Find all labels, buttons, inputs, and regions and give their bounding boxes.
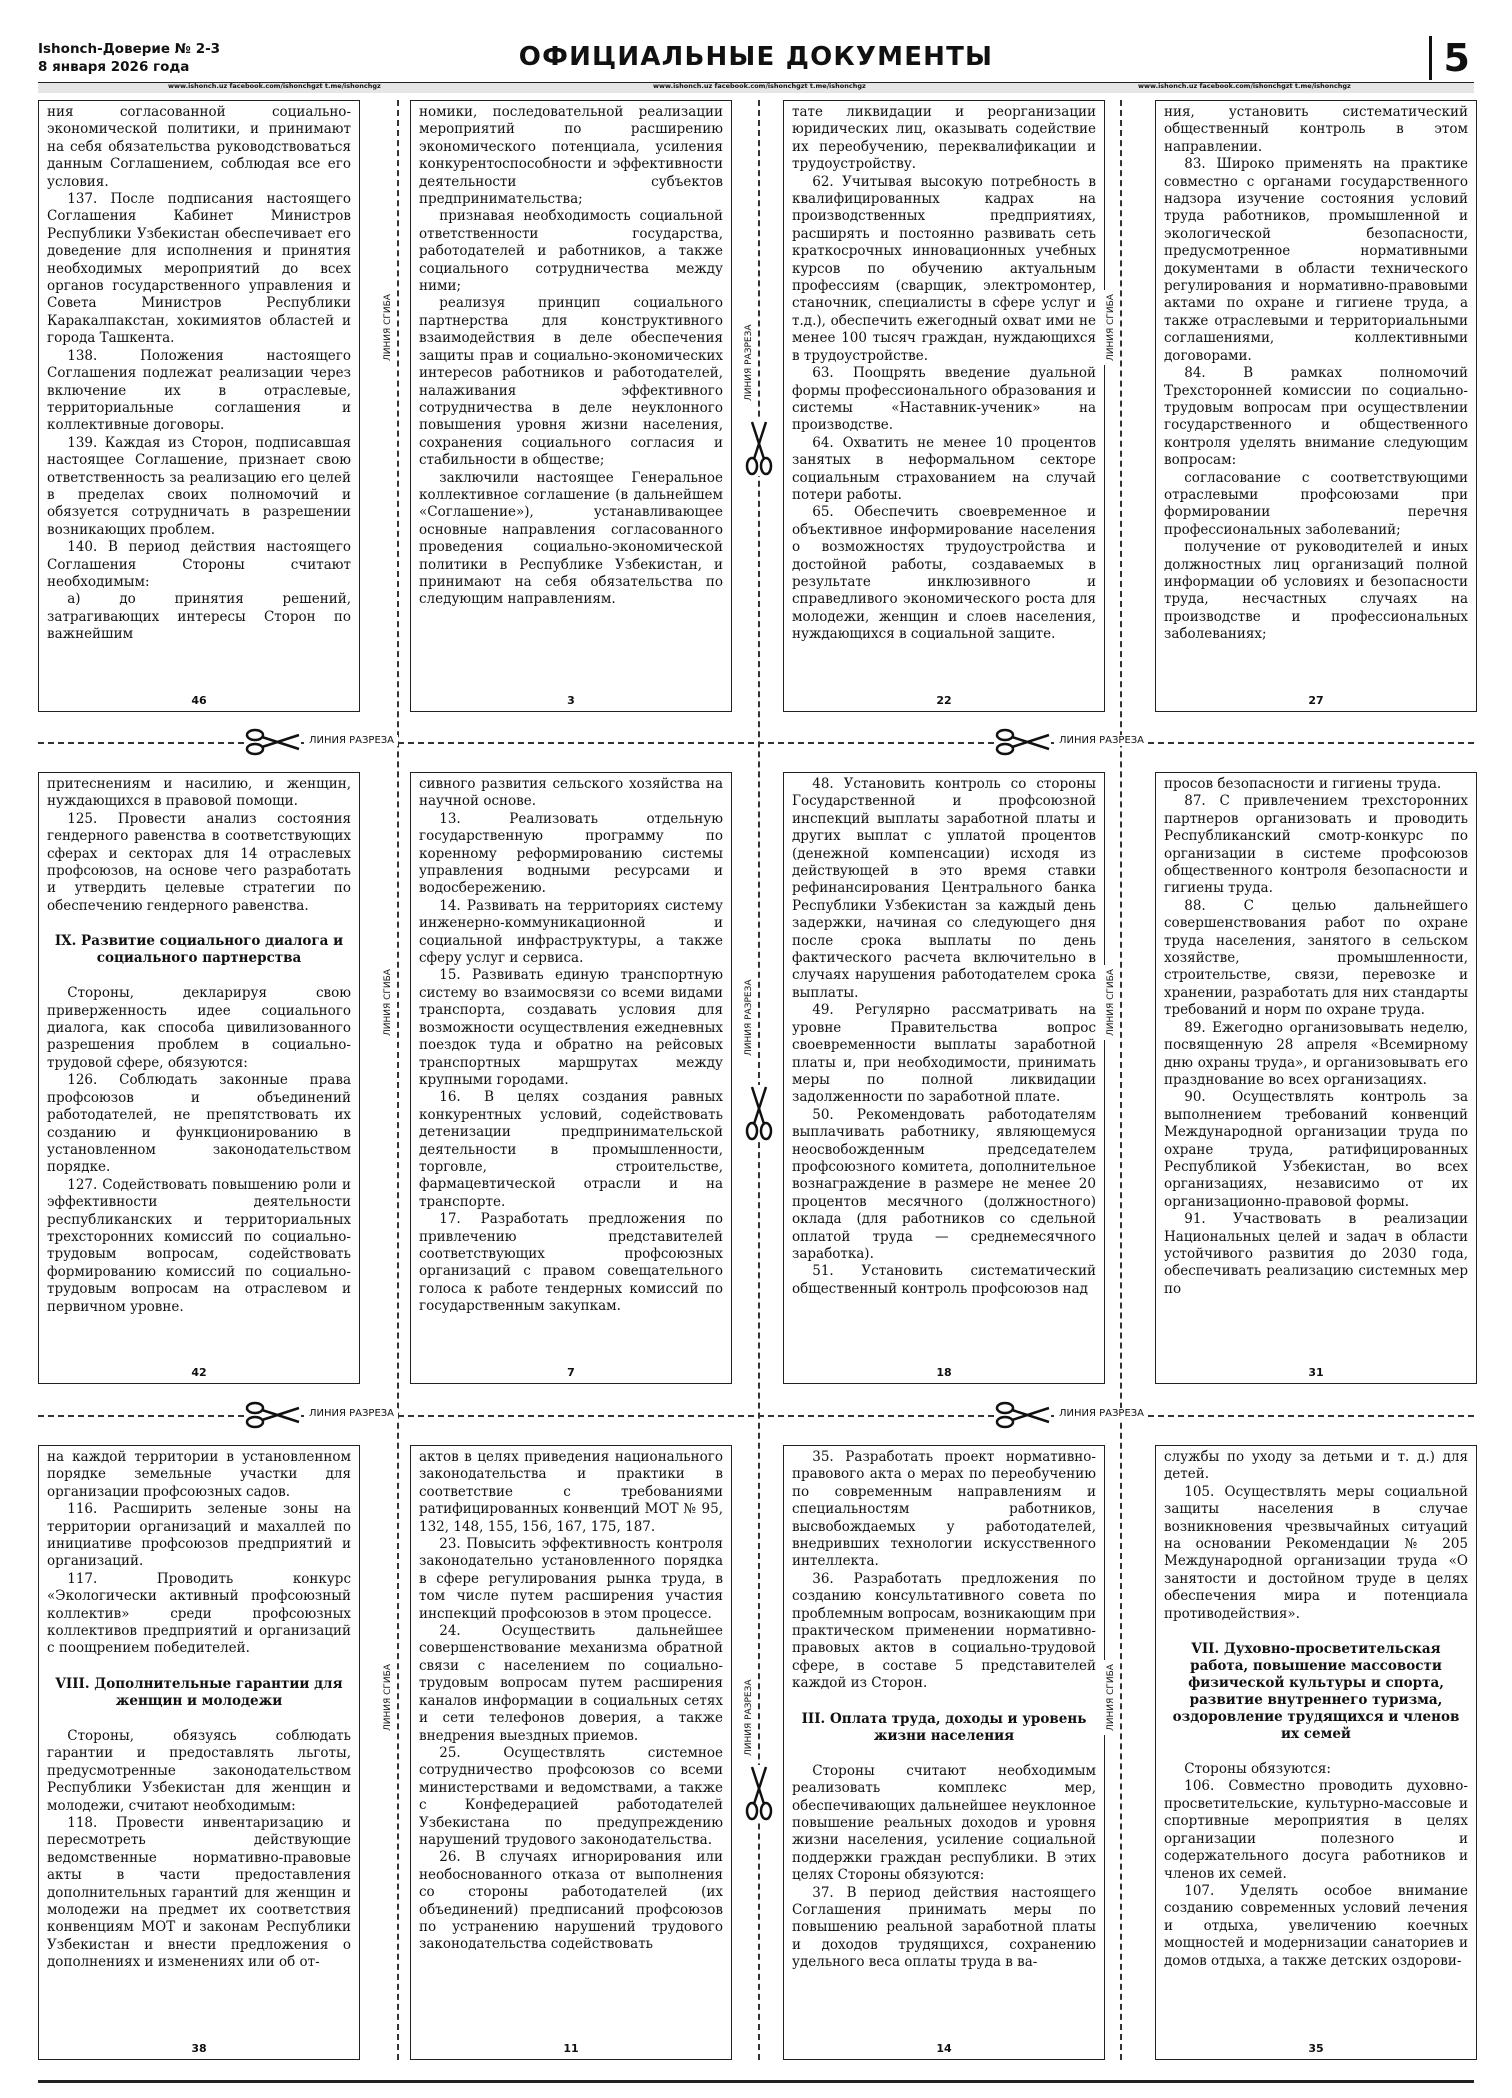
paragraph: Стороны, обязуясь соблюдать гарантии и предоставлять льготы, предусмотренные законодательством Республики Узбекистан для женщин и молодежи, считают необходимым: [47,1727,351,1814]
paragraph: 139. Каждая из Сторон, подписавшая настоящее Соглашение, признает свою ответственность за реализацию его целей в пределах своих полномочий и обязуется сотрудничать в разрешении возникающих проблем. [47,434,351,538]
paragraph: 25. Осуществлять системное сотрудничество профсоюзов со всеми министерствами и ведомствами, а также с Конфедерацией работодателей Узбекистана по предупреждению нарушений трудового законодательства. [419,1744,723,1848]
booklet-page-number: 7 [567,1366,575,1379]
paragraph: Стороны обязуются: [1184,1761,1331,1778]
paragraph: 13. Реализовать отдельную государственную программу по коренному реформированию системы управления водными ресурсами и водосбережению. [419,810,723,897]
cut-label: ЛИНИЯ РАЗРЕЗА [742,975,756,1060]
page-text [792,776,1096,1359]
fold-line [1120,100,1122,2060]
cut-label: ЛИНИЯ РАЗРЕЗА [742,1675,756,1760]
booklet-page-card [410,772,732,1384]
paragraph: 15. Развивать единую транспортную систему во взаимосвязи со всеми видами транспорта, создавать условия для возможности осуществления ежедневных поездок туда и обратно на рейсовых транспортных маршрутах между крупными городами. [419,967,723,1088]
paragraph: ния согласованной социально-экономической политики, и принимают на себя обязательства руководствоваться данным Соглашением, соблюдая все его условия. [47,104,351,190]
paragraph: номики, последовательной реализации мероприятий по расширению экономического потенциала, усиления конкурентоспособности и эффективности деятельности субъектов предпринимательства; [419,104,723,208]
paragraph: 125. Провести анализ состояния гендерного равенства в соответствующих сферах и секторах для 14 отраслевых профсоюзов, на основе чего разработать и утвердить целевые стратегии по обеспечению гендерного равенства. [47,810,351,914]
scissors-icon [744,420,774,476]
scissors-icon [744,1765,774,1821]
scissors-icon [245,1400,301,1430]
booklet-page-card [1155,772,1477,1384]
paper-name: Ishonch-Доверие № 2-3 [38,41,221,57]
booklet-page-number: 27 [1308,694,1324,707]
paragraph: заключили настоящее Генеральное коллективное соглашение (в дальнейшем «Соглашение»), устанавливающее основные направления согласованного проведения социально-экономической политики в Республике Узбекистан, и принимают на себя обязательства по следующим направлениям. [419,469,723,608]
scissors-icon [995,1400,1051,1430]
booklet-page-card [783,1445,1105,2060]
booklet-page-number: 22 [936,694,952,707]
booklet-page-number: 3 [567,694,575,707]
paragraph: 140. В период действия настоящего Соглашения Стороны считают необходимым: [47,539,351,590]
section-heading: VIII. Дополнительные гарантии для женщин и молодежи [55,1675,343,1709]
paragraph: 116. Расширить зеленые зоны на территории организаций и махаллей по инициативе профсоюзов предприятий и организаций. [47,1501,351,1570]
paragraph: сивного развития сельского хозяйства на научной основе. [419,776,723,810]
booklet-page-card [38,100,360,712]
booklet-page-number: 31 [1308,1366,1324,1379]
paragraph: ния, установить систематический общественный контроль в этом направлении. [1164,104,1468,155]
paragraph: 83. Широко применять на практике совместно с органами государственного надзора изучение состояния условий труда работников, промышленной и экологической безопасности, предусмотренное нормативными документами в области технического регулирования и нормативно-правовыми актами по охране и гигиене труда, а также отраслевыми и территориальными соглашениями, коллективными договорами. [1164,156,1468,364]
paragraph: 127. Содействовать повышению роли и эффективности деятельности республиканских и территориальных трехсторонних комиссий по социально-трудовым вопросам, содействовать формированию комиссий по социально-трудовым вопросам на отраслевом и первичном уровне. [47,1176,351,1315]
paragraph: службы по уходу за детьми и т. д.) для детей. [1164,1449,1468,1483]
booklet-page-card [783,772,1105,1384]
paragraph: 106. Совместно проводить духовно-просветительские, культурно-массовые и спортивные мероприятия в целях организации полезного и содержательного досуга работников и членов их семей. [1164,1778,1468,1882]
paragraph: актов в целях приведения национального законодательства и практики в соответствие с требованиями ратифицированных конвенций МОТ № 95, 132, 148, 155, 156, 167, 175, 187. [419,1449,723,1535]
page-text [47,104,351,687]
paragraph: Стороны считают необходимым реализовать комплекс мер, обеспечивающих дальнейшее неуклонное повышение реальных доходов и уровня жизни населения, усиление социальной поддержки граждан республики. В этих целях Стороны обязуются: [792,1762,1096,1884]
cut-label: ЛИНИЯ РАЗРЕЗА [1055,1408,1148,1419]
paragraph: 16. В целях создания равных конкурентных условий, содействовать детенизации предпринимательской деятельности в промышленности, торговле, строительстве, фармацевтической отрасли и на транспорте. [419,1089,723,1210]
paragraph: 17. Разработать предложения по привлечению представителей соответствующих профсоюзных организаций с правом совещательного голоса к работе тендерных комиссий по государственным закупкам. [419,1211,723,1315]
masthead [38,36,1474,80]
site-links: www.ishonch.uz facebook.com/ishonchgzt t.me/ishonchgz [1138,82,1351,90]
page-text [792,1449,1096,2035]
booklet-page-number: 18 [936,1366,952,1379]
paragraph: 62. Учитывая высокую потребность в квалифицированных кадрах на производственных предприятиях, расширять и постоянно развивать сеть краткосрочных инновационных учебных курсов по обучению актуальным профессиям (сварщик, электромонтер, станочник, специалисты в сфере услуг и т.д.), обеспечить ежегодный охват ими не менее 100 тысяч граждан, нуждающихся в трудоустройстве. [792,173,1096,364]
fold-label: ЛИНИЯ СГИБА [381,965,395,1040]
page-text [1164,1449,1468,2035]
booklet-page-number: 35 [1308,2042,1324,2055]
site-links: www.ishonch.uz facebook.com/ishonchgzt t.me/ishonchgz [653,82,866,90]
paragraph: Стороны, декларируя свою приверженность идее социального диалога, как способа цивилизованного разрешения проблем в социально-трудовой сфере, обязуются: [47,985,351,1071]
paragraph: 49. Регулярно рассматривать на уровне Правительства вопрос своевременности выплаты заработной платы и, при необходимости, принимать меры по полной ликвидации задолженности по заработной плате. [792,1002,1096,1106]
paragraph: а) до принятия решений, затрагивающих интересы Сторон по важнейшим [47,591,351,643]
booklet-page-number: 38 [191,2042,207,2055]
booklet-page-card [38,1445,360,2060]
page-number: 5 [1429,36,1470,80]
paragraph: реализуя принцип социального партнерства для конструктивного взаимодействия в деле обеспечения защиты прав и социально-экономических интересов работников и работодателей, налаживания эффективного сотрудничества в деле неуклонного повышения уровня жизни населения, сохранения социального согласия и стабильности в обществе; [419,295,723,469]
page-text [1164,776,1468,1359]
booklet-page-card [1155,1445,1477,2060]
paragraph: 35. Разработать проект нормативно-правового акта о мерах по переобучению по современным направлениям и специальностям работников, высвобождаемых у работодателей, внедривших технологии искусственного интеллекта. [792,1449,1096,1570]
site-links: www.ishonch.uz facebook.com/ishonchgzt t.me/ishonchgz [168,82,381,90]
page-text [419,104,723,687]
paragraph: 51. Установить систематический общественный контроль профсоюзов над [792,1263,1096,1297]
cut-label: ЛИНИЯ РАЗРЕЗА [305,1408,398,1419]
paragraph: 63. Поощрять введение дуальной формы профессионального образования и системы «Наставник-ученик» на производстве. [792,365,1096,434]
page-text [792,104,1096,687]
fold-label: ЛИНИЯ СГИБА [1104,1660,1118,1735]
cut-label: ЛИНИЯ РАЗРЕЗА [1055,735,1148,746]
section-heading: IX. Развитие социального диалога и социального партнерства [54,933,344,967]
booklet-page-card [38,772,360,1384]
paragraph: 64. Охватить не менее 10 процентов занятых в неформальном секторе социальным страхованием на случай потери работы. [792,434,1096,503]
page-text [47,1449,351,2035]
paragraph: 23. Повысить эффективность контроля законодательно установленного порядка в сфере регулирования рынка труда, в том числе путем расширения участия инспекций профсоюзов в этом процессе. [419,1536,723,1622]
paragraph: тате ликвидации и реорганизации юридических лиц, оказывать содействие их переобучению, переквалификации и трудоустройству. [792,104,1096,173]
paragraph: притеснениям и насилию, и женщин, нуждающихся в правовой помощи. [47,776,351,810]
booklet-page-card [783,100,1105,712]
paragraph: согласование с соответствующими отраслевыми профсоюзами при формировании перечня профессиональных заболеваний; [1164,469,1468,538]
paragraph: 89. Ежегодно организовывать неделю, посвященную 28 апреля «Всемирному дню охраны труда», и организовывать его празднование во всех организациях. [1164,1019,1468,1088]
paragraph: 50. Рекомендовать работодателям выплачивать работнику, являющемуся неосвобожденным председателем профсоюзного комитета, дополнительное вознаграждение в размере не менее 20 процентов месячного (должностного) оклада (для работников со сдельной оплатой труда — среднемесячного заработка). [792,1106,1096,1262]
paragraph: 65. Обеспечить своевременное и объективное информирование населения о возможностях трудоустройства и достойной работы, создаваемых в результате инклюзивного и справедливого экономического роста для молодежи, женщин и слоев населения, нуждающихся в социальной защите. [792,504,1096,643]
cut-label: ЛИНИЯ РАЗРЕЗА [305,735,398,746]
section-heading: VII. Духовно-просветительская работа, повышение массовости физической культуры и спорта, развитие внутреннего туризма, оздоровление трудящихся и членов их семей [1172,1641,1460,1743]
booklet-page-number: 42 [191,1366,207,1379]
paragraph: 48. Установить контроль со стороны Государственной и профсоюзной инспекций выплаты заработной платы и других выплат с уплатой процентов (денежной компенсации) исходя из действующей в это время ставки рефинансирования Центрального банка Республики Узбекистан за каждый день задержки, начиная со следующего дня после срока выплаты по день фактического расчета включительно в случаях нарушения работодателем срока выплаты. [792,776,1096,1001]
fold-line [397,100,399,2060]
paragraph: 90. Осуществлять контроль за выполнением требований конвенций Международной организации труда по охране труда, ратифицированных Республикой Узбекистан, во всех организациях, независимо от их организационно-правовой формы. [1164,1089,1468,1210]
paragraph: 36. Разработать предложения по созданию консультативного совета по проблемным вопросам, возникающим при практическом применении нормативно-правовых актов в социально-трудовой сфере, в составе 5 представителей каждой из Сторон. [792,1570,1096,1692]
paragraph: 107. Уделять особое внимание созданию современных условий лечения и отдыха, увеличению коечных мощностей и модернизации санаториев и домов отдыха, а также детских оздорови- [1164,1882,1468,1969]
booklet-page-card [410,1445,732,2060]
booklet-page-number: 11 [563,2042,579,2055]
fold-label: ЛИНИЯ СГИБА [381,1660,395,1735]
footer-rule [38,2080,1474,2083]
paragraph: 118. Провести инвентаризацию и пересмотреть действующие ведомственные нормативно-правовые акты в части предоставления дополнительных гарантий для женщин и молодежи на предмет их соответствия конвенциям МОТ и законам Республики Узбекистан и внести предложения о дополнениях и изменениях или об от- [47,1814,351,1971]
booklet-page-card [410,100,732,712]
scissors-icon [744,1085,774,1141]
page-text [419,1449,723,2035]
paragraph: 14. Развивать на территориях систему инженерно-коммуникационной и социальной инфраструктуры, а также сферу услуг и сервиса. [419,897,723,967]
paragraph: 137. После подписания настоящего Соглашения Кабинет Министров Республики Узбекистан обеспечивает его доведение для исполнения и принятия необходимых мероприятий до всех органов государственного управления и Совета Министров Республики Каракалпакстан, хокимиятов областей и города Ташкента. [47,191,351,347]
paragraph: просов безопасности и гигиены труда. [1164,776,1442,792]
paragraph: 91. Участвовать в реализации Национальных целей и задач в области устойчивого развития до 2030 года, обеспечивать реализацию системных мер по [1164,1211,1468,1297]
scissors-icon [245,727,301,757]
page-text [1164,104,1468,687]
paragraph: 84. В рамках полномочий Трехсторонней комиссии по социально-трудовым вопросам при осуществлении государственного и общественного контроля уделять внимание следующим вопросам: [1164,365,1468,469]
section-title: ОФИЦИАЛЬНЫЕ ДОКУМЕНТЫ [518,42,994,72]
issue-date: 8 января 2026 года [38,59,190,75]
fold-label: ЛИНИЯ СГИБА [1104,290,1118,365]
url-bar [38,82,1474,93]
paragraph: 26. В случаях игнорирования или необоснованного отказа от выполнения со стороны работодателей (их объединений) предписаний профсоюзов по устранению нарушений трудового законодательства содействовать [419,1849,723,1953]
cut-label: ЛИНИЯ РАЗРЕЗА [742,320,756,405]
fold-label: ЛИНИЯ СГИБА [381,290,395,365]
paragraph: 87. С привлечением трехсторонних партнеров организовать и проводить Республиканский смотр-конкурс по организации в системе профсоюзов общественного контроля безопасности и гигиены труда. [1164,793,1468,897]
paragraph: признавая необходимость социальной ответственности государства, работодателей и работников, а также социального сотрудничества между ними; [419,208,723,295]
paragraph: 138. Положения настоящего Соглашения подлежат реализации через включение их в отраслевые, территориальные соглашения и коллективные договоры. [47,347,351,434]
paragraph: 37. В период действия настоящего Соглашения принимать меры по повышению реальной заработной платы и доходов трудящихся, сохранению удельного веса оплаты труда в ва- [792,1884,1096,1971]
booklet-page-number: 46 [191,694,207,707]
fold-label: ЛИНИЯ СГИБА [1104,965,1118,1040]
page-text [419,776,723,1359]
booklet-page-number: 14 [936,2042,952,2055]
paragraph: на каждой территории в установленном порядке земельные участки для организации профсоюзных садов. [47,1449,351,1500]
paragraph: 105. Осуществлять меры социальной защиты населения в случае возникновения чрезвычайных ситуаций на основании Рекомендации № 205 Международной организации труда «О занятости и достойном труде в целях обеспечения мира и потенциала противодействия». [1164,1483,1468,1622]
paragraph: получение от руководителей и иных должностных лиц организаций полной информации об условиях и безопасности труда, несчастных случаях на производстве и профессиональных заболеваниях; [1164,539,1468,643]
paragraph: 24. Осуществить дальнейшее совершенствование механизма обратной связи с населением по социально-трудовым вопросам путем расширения каналов информации в социальных сетях и сети телефонов доверия, а также внедрения выездных приемов. [419,1623,723,1744]
booklet-page-card [1155,100,1477,712]
paragraph: 126. Соблюдать законные права профсоюзов и объединений работодателей, не препятствовать их созданию и функционированию в установленном законодательством порядке. [47,1072,351,1176]
scissors-icon [995,727,1051,757]
section-heading: III. Оплата труда, доходы и уровень жизни населения [801,1710,1087,1744]
paragraph: 117. Проводить конкурс «Экологически активный профсоюзный коллектив» среди профсоюзных коллективов предприятий и организаций с поощрением победителей. [47,1570,351,1657]
paragraph: 88. С целью дальнейшего совершенствования работ по охране труда населения, занятого в сельском хозяйстве, промышленности, строительстве, связи, перевозке и хранении, разработать для них стандарты требований и норм по охране труда. [1164,897,1468,1019]
page-text [47,776,351,1359]
